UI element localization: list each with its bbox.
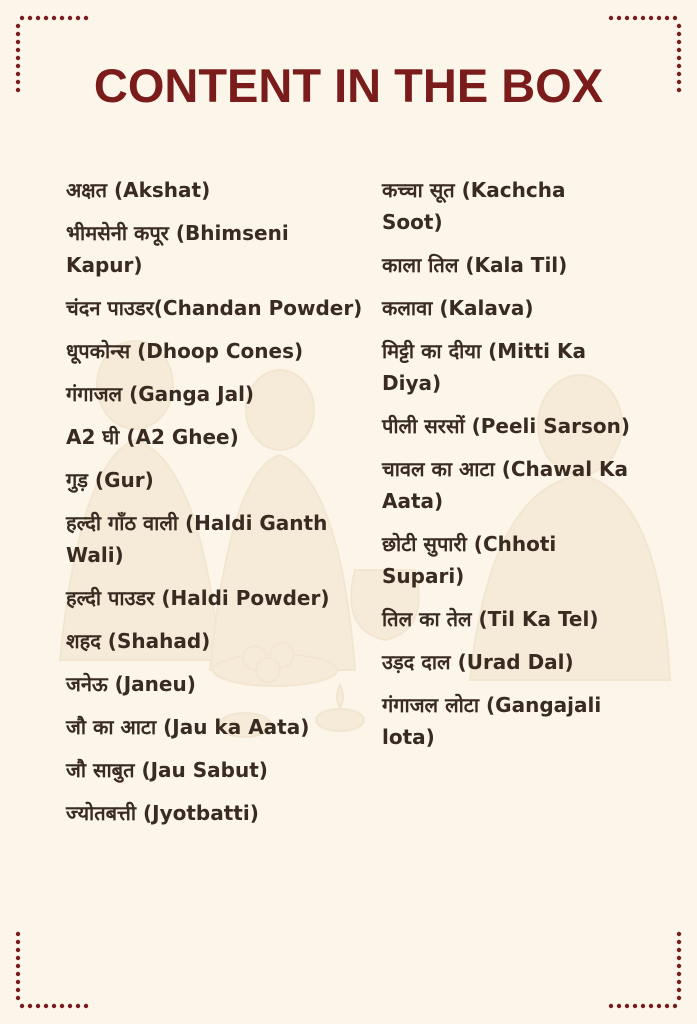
list-item: छोटी सुपारी (Chhoti Supari) <box>382 532 557 588</box>
list-item: हल्दी गाँठ वाली (Haldi Ganth Wali) <box>66 511 328 567</box>
list-item: हल्दी पाउडर (Haldi Powder) <box>66 586 330 610</box>
list-item: चावल का आटा (Chawal Ka Aata) <box>382 457 629 513</box>
list-item: कलावा (Kalava) <box>382 296 534 320</box>
left-item-list <box>66 174 366 840</box>
page-title: CONTENT IN THE BOX <box>93 59 604 112</box>
list-item: अक्षत (Akshat) <box>66 178 211 202</box>
list-item: चंदन पाउडर(Chandan Powder) <box>66 296 363 320</box>
list-item: ज्योतबत्ती (Jyotbatti) <box>66 801 259 825</box>
corner-ornament-bottom-left <box>14 930 94 1010</box>
list-item: शहद (Shahad) <box>66 629 211 653</box>
list-item: तिल का तेल (Til Ka Tel) <box>382 607 599 631</box>
list-item: गुड़ (Gur) <box>66 468 154 492</box>
right-item-list <box>382 174 632 764</box>
list-item: जौ का आटा (Jau ka Aata) <box>66 715 310 739</box>
list-item: मिट्टी का दीया (Mitti Ka Diya) <box>382 339 586 395</box>
list-item: गंगाजल लोटा (Gangajali lota) <box>382 693 602 749</box>
list-item: A2 घी (A2 Ghee) <box>66 425 239 449</box>
corner-ornament-bottom-right <box>603 930 683 1010</box>
list-item: जौ साबुत (Jau Sabut) <box>66 758 268 782</box>
list-item: कच्चा सूत (Kachcha Soot) <box>382 178 566 234</box>
list-item: धूपकोन्स (Dhoop Cones) <box>66 339 304 363</box>
list-item: उड़द दाल (Urad Dal) <box>382 650 574 674</box>
list-item: पीली सरसों (Peeli Sarson) <box>382 414 630 438</box>
list-item: जनेऊ (Janeu) <box>66 672 196 696</box>
list-item: काला तिल (Kala Til) <box>382 253 568 277</box>
list-item: गंगाजल (Ganga Jal) <box>66 382 255 406</box>
list-item: भीमसेनी कपूर (Bhimseni Kapur) <box>66 221 289 277</box>
